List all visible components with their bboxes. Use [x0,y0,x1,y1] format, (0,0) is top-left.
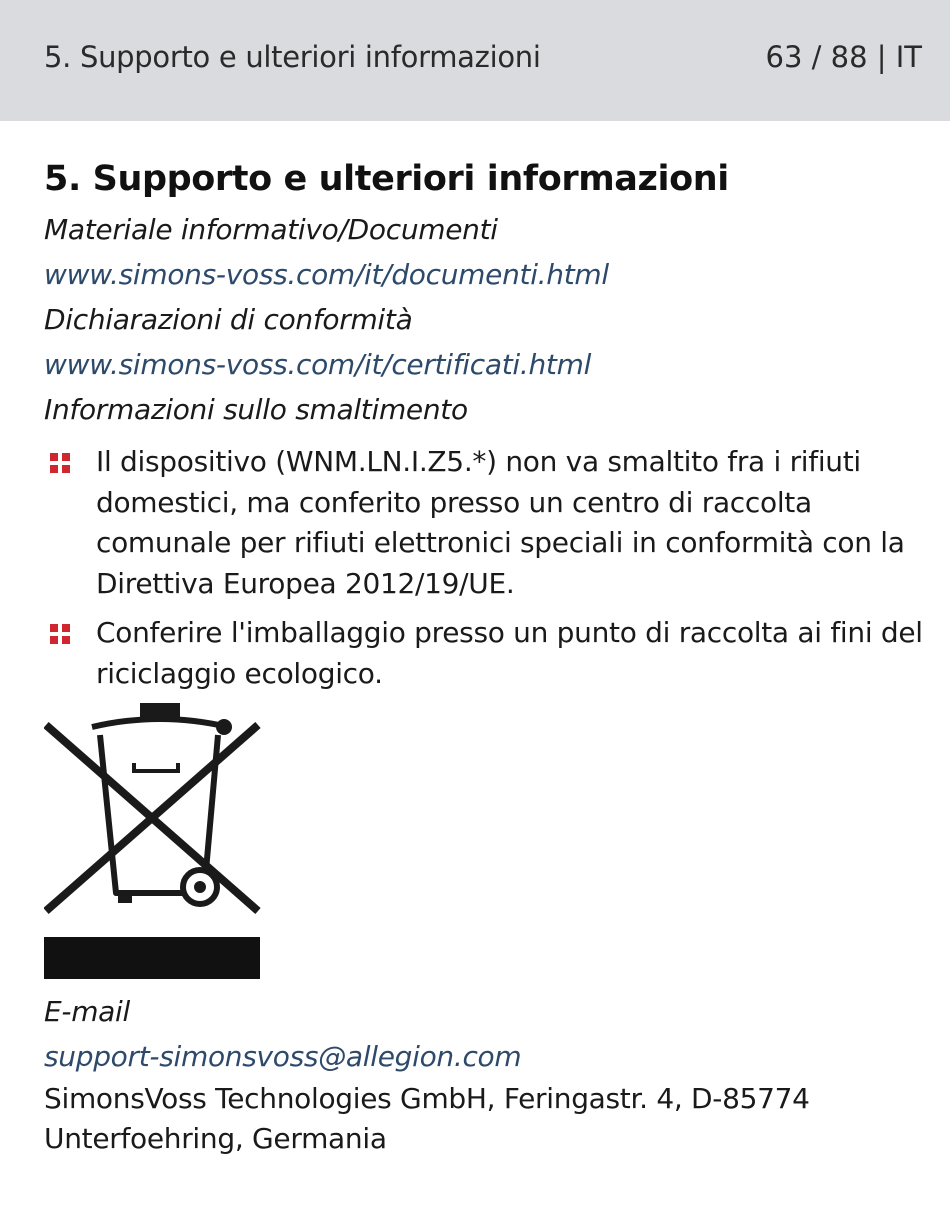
header-section-title: 5. Supporto e ulteriori informazioni [44,40,541,74]
email-label: E-mail [44,995,130,1028]
conformity-label: Dichiarazioni di conformità [44,303,413,336]
address [44,1079,924,1159]
page-title: 5. Supporto e ulteriori informazioni [44,159,729,199]
address-line: Unterfoehring, Germania [44,1122,387,1155]
bullet-icon [50,453,70,473]
page-indicator: 63 / 88 | IT [765,40,922,74]
bullet-text: Conferire l'imballaggio presso un punto di raccolta ai fini del riciclaggio ecologico. [96,616,923,690]
disposal-label: Informazioni sullo smaltimento [44,393,468,426]
bullet-text: Il dispositivo (WNM.LN.I.Z5.*) non va smaltito fra i rifiuti domestici, ma conferito presso un centro di raccolta comunale per rifiuti elettronici speciali in conformità con la Direttiva Europea 2012/19/UE. [96,445,905,600]
disposal-list [44,442,924,694]
docs-label: Materiale informativo/Documenti [44,213,498,246]
address-line: SimonsVoss Technologies GmbH, Feringastr. 4, D-85774 [44,1082,810,1115]
docs-link[interactable]: www.simons-voss.com/it/documenti.html [44,258,609,291]
bullet-icon [50,624,70,644]
list-item [44,613,924,694]
conformity-link[interactable]: www.simons-voss.com/it/certificati.html [44,348,592,381]
page-header [0,0,950,121]
main-content [44,155,924,1159]
email-link[interactable]: support-simonsvoss@allegion.com [44,1040,522,1073]
weee-crossed-bin-icon [44,703,262,983]
list-item [44,442,924,604]
